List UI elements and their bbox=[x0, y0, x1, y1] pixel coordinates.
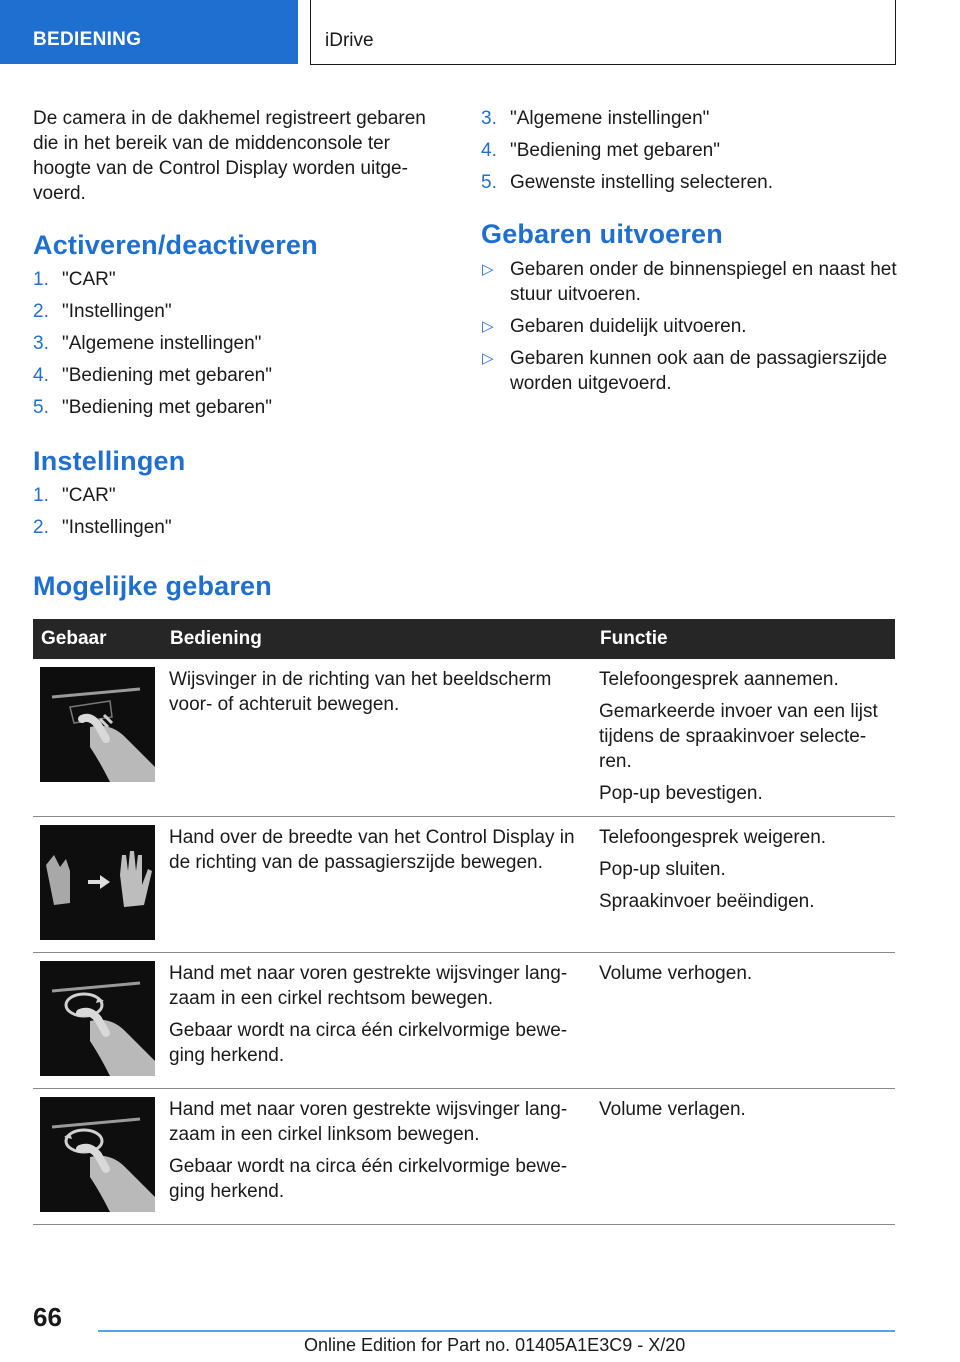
gesture-image-cell bbox=[33, 1089, 162, 1225]
step-number: 4. bbox=[481, 140, 497, 161]
step-text: "Bediening met gebaren" bbox=[62, 397, 272, 418]
step-text: "CAR" bbox=[62, 485, 116, 506]
gesture-image-cell bbox=[33, 953, 162, 1089]
table-header-row bbox=[33, 619, 895, 659]
step-number: 2. bbox=[33, 301, 49, 322]
function-text: Telefoongesprek aannemen. bbox=[599, 669, 839, 690]
perform-list bbox=[481, 257, 901, 403]
bullet-triangle-icon: ▷ bbox=[482, 261, 494, 278]
step-text: "Bediening met gebaren" bbox=[510, 140, 720, 161]
list-item bbox=[33, 267, 272, 292]
step-number: 5. bbox=[33, 397, 49, 418]
gestures-table bbox=[33, 619, 895, 1225]
heading-gestures: Mogelijke gebaren bbox=[33, 571, 272, 601]
operation-cell bbox=[162, 1089, 592, 1225]
settings-steps-right bbox=[481, 106, 773, 202]
intro-line: voerd. bbox=[33, 183, 86, 204]
section-tab bbox=[0, 0, 298, 64]
operation-cell bbox=[162, 953, 592, 1089]
bullet-triangle-icon: ▷ bbox=[482, 318, 494, 335]
bullet-text: worden uitgevoerd. bbox=[510, 373, 672, 394]
step-text: "Algemene instellingen" bbox=[510, 108, 710, 129]
operation-text: Hand met naar voren gestrekte wijsvinger langzaam in een cirkel rechtsom bewegen. bbox=[169, 963, 568, 1009]
operation-text: Hand met naar voren gestrekte wijsvinger langzaam in een cirkel linksom bewegen. bbox=[169, 1099, 568, 1145]
table-row bbox=[33, 659, 895, 817]
list-item bbox=[481, 170, 773, 195]
step-number: 2. bbox=[33, 517, 49, 538]
swipe-finger-icon bbox=[40, 667, 155, 782]
function-text: Spraakinvoer beëindigen. bbox=[599, 891, 815, 912]
footer-divider bbox=[98, 1330, 895, 1332]
function-cell bbox=[592, 659, 895, 817]
heading-perform: Gebaren uitvoeren bbox=[481, 219, 723, 249]
operation-text: Gebaar wordt na circa één cirkelvormige beweging herkend. bbox=[169, 1020, 568, 1066]
step-text: "CAR" bbox=[62, 269, 116, 290]
bullet-text: Gebaren duidelijk uitvoeren. bbox=[510, 316, 747, 337]
function-cell bbox=[592, 953, 895, 1089]
step-text: "Instellingen" bbox=[62, 517, 172, 538]
step-number: 4. bbox=[33, 365, 49, 386]
bullet-text: stuur uitvoeren. bbox=[510, 284, 641, 305]
function-text: Pop-up sluiten. bbox=[599, 859, 726, 880]
table-row bbox=[33, 953, 895, 1089]
step-number: 1. bbox=[33, 485, 49, 506]
table-row bbox=[33, 1089, 895, 1225]
table-row bbox=[33, 817, 895, 953]
function-text: Gemarkeerde invoer van een lijst tijdens de spraakinvoer selecteren. bbox=[599, 701, 878, 772]
chapter-title: iDrive bbox=[325, 30, 374, 51]
intro-line: die in het bereik van de middenconsole ter bbox=[33, 133, 391, 154]
intro-line: hoogte van de Control Display worden uitge- bbox=[33, 158, 408, 179]
function-text: Pop-up bevestigen. bbox=[599, 783, 763, 804]
step-number: 3. bbox=[481, 108, 497, 129]
operation-text: Gebaar wordt na circa één cirkelvormige beweging herkend. bbox=[169, 1156, 568, 1202]
function-cell bbox=[592, 817, 895, 953]
activate-steps bbox=[33, 267, 272, 427]
operation-cell bbox=[162, 659, 592, 817]
step-number: 1. bbox=[33, 269, 49, 290]
list-item bbox=[481, 106, 773, 131]
function-text: Volume verlagen. bbox=[599, 1099, 746, 1120]
operation-text: Wijsvinger in de richting van het beeldscherm voor- of achteruit bewegen. bbox=[169, 669, 552, 715]
list-item bbox=[33, 515, 172, 540]
chapter-tab bbox=[310, 0, 896, 65]
step-text: Gewenste instelling selecteren. bbox=[510, 172, 773, 193]
bullet-triangle-icon: ▷ bbox=[482, 350, 494, 367]
operation-cell bbox=[162, 817, 592, 953]
edition-note: Online Edition for Part no. 01405A1E3C9 - X/20 bbox=[304, 1335, 686, 1355]
list-item bbox=[33, 299, 272, 324]
column-header: Gebaar bbox=[33, 619, 162, 659]
section-title: BEDIENING bbox=[33, 29, 142, 50]
step-text: "Algemene instellingen" bbox=[62, 333, 262, 354]
bullet-text: Gebaren kunnen ook aan de passagierszijde bbox=[510, 348, 888, 369]
list-item bbox=[481, 314, 901, 339]
intro-paragraph bbox=[33, 106, 443, 206]
list-item bbox=[481, 138, 773, 163]
list-item bbox=[33, 395, 272, 420]
function-text: Telefoongesprek weigeren. bbox=[599, 827, 827, 848]
function-text: Volume verhogen. bbox=[599, 963, 753, 984]
step-text: "Instellingen" bbox=[62, 301, 172, 322]
bullet-text: Gebaren onder de binnenspiegel en naast het bbox=[510, 259, 897, 280]
list-item bbox=[33, 331, 272, 356]
list-item bbox=[481, 257, 901, 307]
function-cell bbox=[592, 1089, 895, 1225]
heading-settings: Instellingen bbox=[33, 446, 186, 476]
settings-steps-left bbox=[33, 483, 172, 547]
heading-activate: Activeren/deactiveren bbox=[33, 230, 318, 260]
intro-line: De camera in de dakhemel registreert gebaren bbox=[33, 108, 426, 129]
gesture-image-cell bbox=[33, 817, 162, 953]
step-number: 3. bbox=[33, 333, 49, 354]
circle-clockwise-icon bbox=[40, 961, 155, 1076]
operation-text: Hand over de breedte van het Control Display in de richting van de passagierszijde bewegen. bbox=[169, 827, 575, 873]
step-text: "Bediening met gebaren" bbox=[62, 365, 272, 386]
gesture-image-cell bbox=[33, 659, 162, 817]
hand-swipe-icon bbox=[40, 825, 155, 940]
step-number: 5. bbox=[481, 172, 497, 193]
column-header: Functie bbox=[592, 619, 895, 659]
list-item bbox=[33, 363, 272, 388]
list-item bbox=[481, 346, 901, 396]
circle-counterclockwise-icon bbox=[40, 1097, 155, 1212]
column-header: Bediening bbox=[162, 619, 592, 659]
list-item bbox=[33, 483, 172, 508]
page-number: 66 bbox=[33, 1302, 62, 1332]
